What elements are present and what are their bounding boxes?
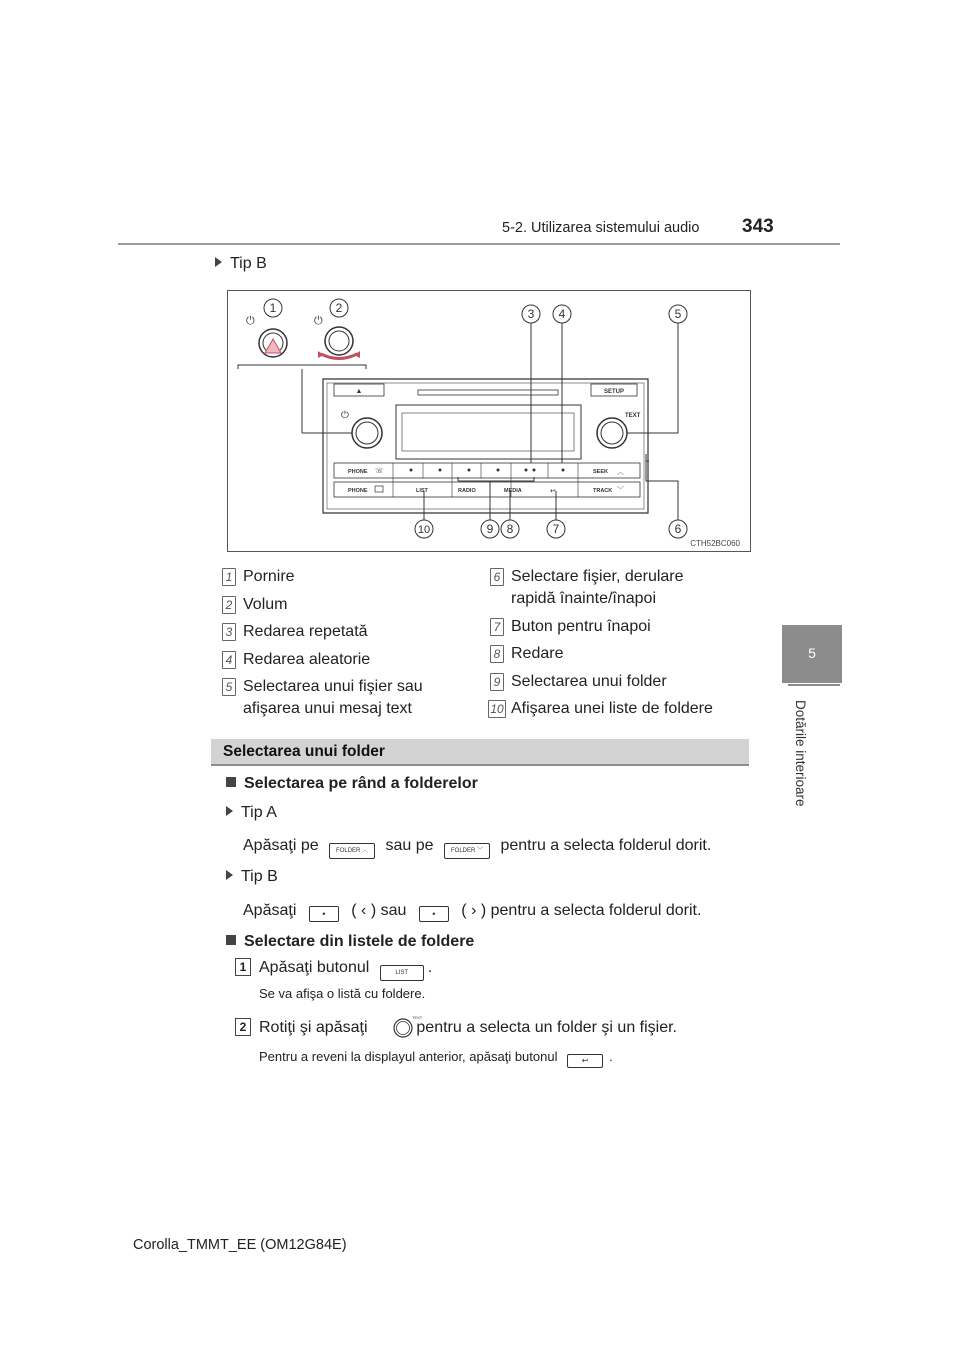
audio-panel-figure (227, 290, 751, 552)
arrow-bullet-icon (226, 806, 233, 816)
legend-number: 3 (222, 623, 236, 641)
cd-slot (418, 390, 558, 395)
folder-down-button-icon: FOLDER ﹀ (444, 843, 490, 859)
power-symbol-icon: ⏻ (341, 410, 349, 421)
svg-text:3: 3 (527, 307, 535, 321)
legend-number: 7 (490, 618, 504, 636)
subsection-title: Selectare din listele de foldere (226, 932, 474, 952)
preset-button-icon: • (309, 906, 339, 922)
chapter-label: Dotările interioare (793, 700, 808, 807)
svg-text:TEXT: TEXT (412, 1015, 423, 1020)
legend-text: Selectarea unui fişier sau (243, 678, 423, 695)
svg-text:︿: ︿ (617, 469, 624, 476)
svg-text:1: 1 (269, 301, 277, 315)
svg-text:﹀: ﹀ (617, 487, 624, 494)
legend-number: 6 (490, 568, 504, 586)
legend-text: Buton pentru înapoi (511, 618, 651, 635)
svg-text:MEDIA: MEDIA (504, 488, 522, 494)
legend-number: 10 (488, 700, 506, 718)
legend-text-cont: afişarea unui mesaj text (243, 700, 412, 717)
chapter-tab-rule (788, 684, 840, 686)
legend-text: Selectare fişier, derulare (511, 568, 684, 585)
svg-text:↩: ↩ (550, 488, 556, 495)
back-note: Pentru a reveni la displayul anterior, apăsaţi butonul ↩ . (259, 1049, 613, 1068)
tip-b-heading-2: Tip B (226, 867, 278, 887)
subsection-title: Selectarea pe rând a folderelor (226, 774, 478, 794)
text-knob-icon (392, 1013, 423, 1039)
svg-text:⏻: ⏻ (246, 315, 255, 327)
svg-text:PHONE: PHONE (348, 488, 368, 494)
svg-text:7: 7 (552, 522, 560, 536)
svg-text:⏻: ⏻ (314, 315, 323, 327)
legend-text: Redarea repetată (243, 623, 368, 640)
svg-text:LIST: LIST (416, 488, 428, 494)
svg-text:☏: ☏ (375, 468, 384, 475)
svg-text:RADIO: RADIO (458, 488, 476, 494)
tip-b-heading: Tip B (215, 254, 267, 274)
step-number: 1 (235, 958, 251, 976)
legend-number: 9 (490, 673, 504, 691)
power-knob-detail (246, 315, 287, 357)
svg-text:5: 5 (674, 307, 682, 321)
eject-icon: ▲ (355, 388, 363, 395)
square-bullet-icon (226, 777, 236, 787)
legend-text: Selectarea unui folder (511, 673, 667, 690)
chevron-left-icon: ‹ (361, 902, 367, 919)
square-bullet-icon (226, 935, 236, 945)
svg-text:TRACK: TRACK (593, 488, 613, 494)
back-button-icon: ↩ (567, 1054, 603, 1068)
text-label: TEXT (625, 413, 641, 419)
legend-number: 1 (222, 568, 236, 586)
step-1-note: Se va afişa o listă cu foldere. (259, 986, 426, 1001)
folder-up-button-icon: FOLDER ︿ (329, 843, 375, 859)
legend-number: 8 (490, 645, 504, 663)
legend-text-cont: rapidă înainte/înapoi (511, 590, 656, 607)
step-1-text: Apăsaţi butonul LIST . (259, 958, 432, 981)
svg-text:2: 2 (335, 301, 343, 315)
svg-text:SEEK: SEEK (593, 469, 608, 475)
audio-panel-illustration (228, 291, 750, 551)
chapter-number: 5 (808, 645, 816, 661)
footer-model-code: Corolla_TMMT_EE (OM12G84E) (133, 1237, 347, 1253)
step-2-text: Rotiţi şi apăsaţi pentru a selecta un folder şi un fişier. (259, 1019, 677, 1036)
arrow-bullet-icon (215, 257, 222, 267)
svg-text:PHONE: PHONE (348, 469, 368, 475)
legend-number: 5 (222, 678, 236, 696)
tip-b-instruction: Apăsaţi • ( ‹ ) sau • ( › ) pentru a selecta folderul dorit. (243, 901, 701, 922)
list-button-icon: LIST (380, 965, 424, 981)
svg-text:9: 9 (486, 522, 494, 536)
setup-label: SETUP (603, 389, 625, 395)
figure-code: CTH52BC060 (690, 539, 740, 548)
preset-button-icon: • (419, 906, 449, 922)
header-rule (118, 243, 840, 245)
volume-knob-detail (314, 315, 360, 359)
page-number: 343 (742, 216, 774, 237)
legend-text: Pornire (243, 568, 295, 585)
running-header: 5-2. Utilizarea sistemului audio (502, 220, 700, 236)
tip-a-heading: Tip A (226, 803, 277, 823)
legend-text: Afişarea unei liste de foldere (511, 700, 713, 717)
section-title: Selectarea unui folder (223, 743, 385, 760)
legend-number: 2 (222, 596, 236, 614)
legend-text: Volum (243, 596, 288, 613)
step-number: 2 (235, 1018, 251, 1036)
legend-text: Redare (511, 645, 564, 662)
svg-text:10: 10 (417, 524, 431, 536)
legend-number: 4 (222, 651, 236, 669)
chevron-right-icon: › (471, 902, 477, 919)
svg-text:6: 6 (674, 522, 682, 536)
arrow-bullet-icon (226, 870, 233, 880)
tip-a-instruction: Apăsaţi pe FOLDER ︿ sau pe FOLDER ﹀ pentru a selecta folderul dorit. (243, 836, 711, 859)
svg-text:4: 4 (558, 307, 566, 321)
legend-text: Redarea aleatorie (243, 651, 371, 668)
svg-text:8: 8 (506, 522, 514, 536)
